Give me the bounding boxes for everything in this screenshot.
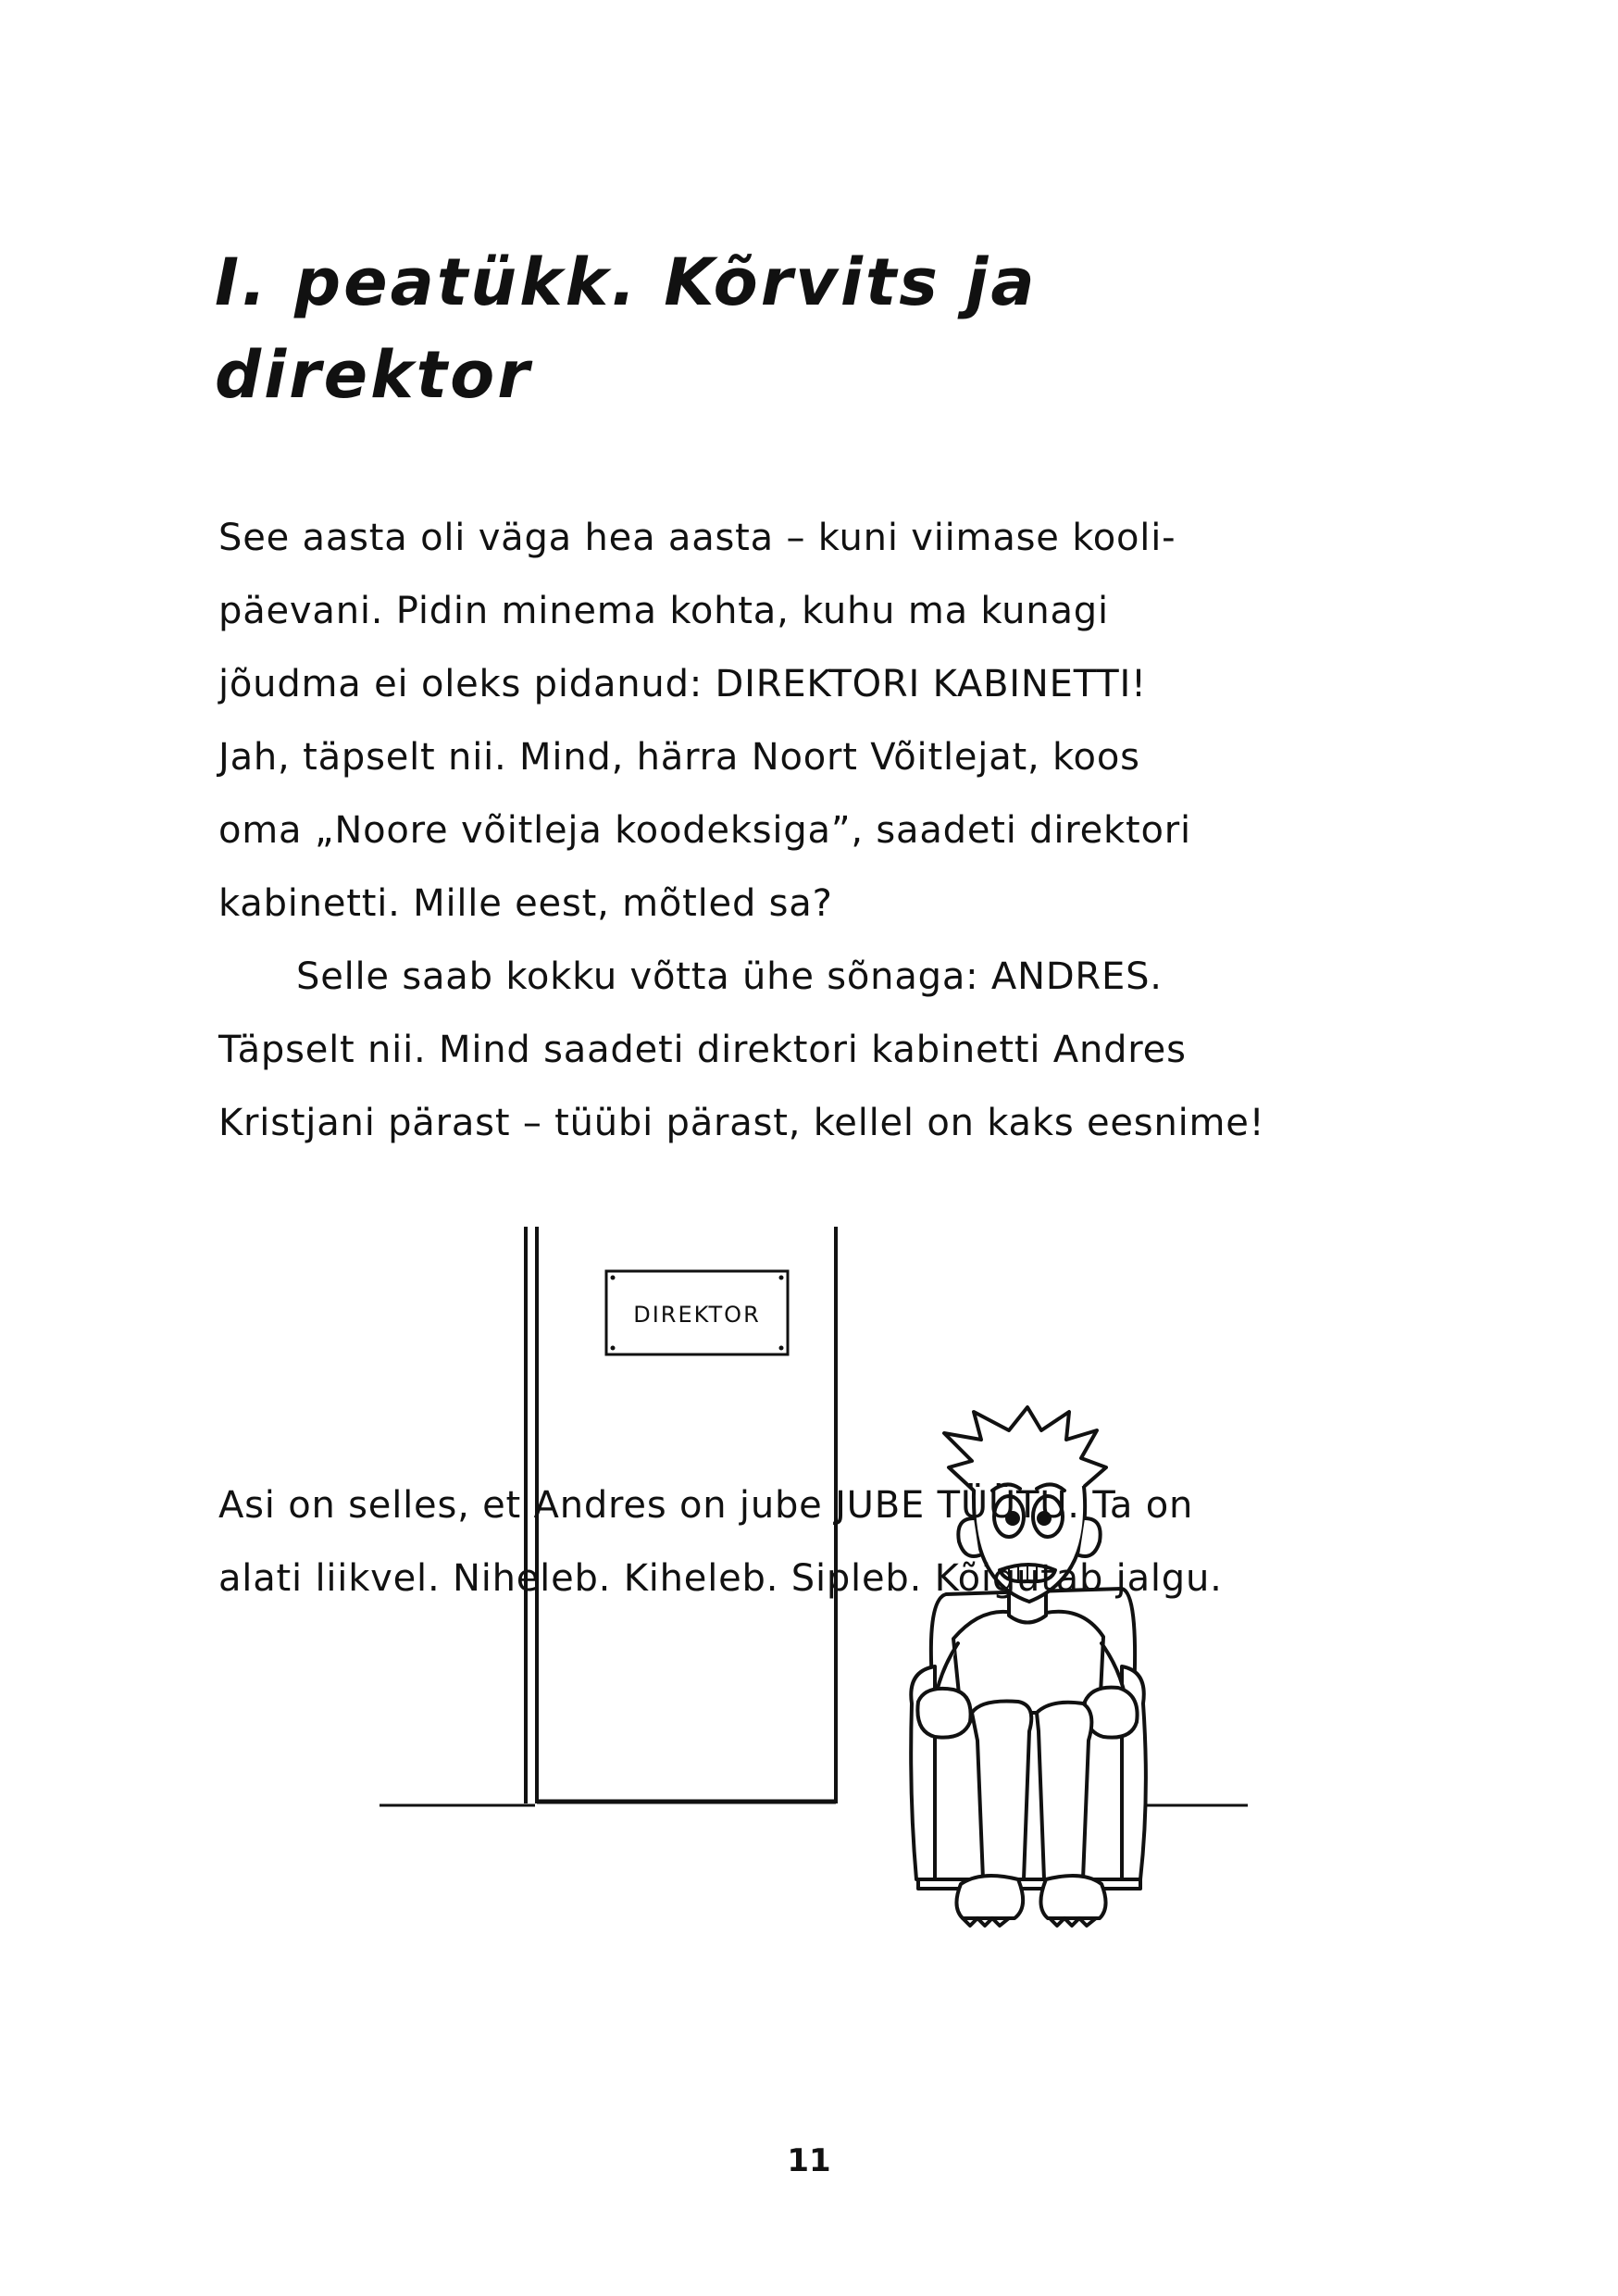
paragraph-1-line: jõudma ei oleks pidanud: DIREKTORI KABINETTI! [218,663,1147,705]
page-number: 11 [787,2142,831,2179]
paragraph-1-line: päevani. Pidin minema kohta, kuhu ma kunagi [218,590,1109,632]
chapter-title-line-1: I. peatükk. Kõrvits ja [215,244,1038,320]
paragraph-2-line: Selle saab kokku võtta ühe sõnaga: ANDRES. [296,955,1163,998]
paragraph-3-line: Asi on selles, et Andres on jube JUBE TÜÜTU. Ta on [218,1484,1194,1527]
paragraph-1-line: oma „Noore võitleja koodeksiga”, saadeti direktori [218,809,1191,852]
paragraph-1-line: kabinetti. Mille eest, mõtled sa? [218,882,833,925]
paragraph-2-line: Täpselt nii. Mind saadeti direktori kabinetti Andres [218,1029,1187,1071]
body-text-block-2 [218,1469,1440,1616]
chapter-title-line-2: direktor [215,337,532,413]
paragraph-3-line: alati liikvel. Niheleb. Kiheleb. Sipleb. Kõigutab jalgu. [218,1557,1223,1600]
paragraph-1-line: Jah, täpselt nii. Mind, härra Noort Võitlejat, koos [218,736,1140,779]
paragraph-2-line: Kristjani pärast – tüübi pärast, kellel on kaks eesnime! [218,1102,1265,1144]
paragraph-1-line: See aasta oli väga hea aasta – kuni viimase kooli- [218,517,1176,559]
door-sign-text: DIREKTOR [633,1302,761,1328]
door-sign [606,1271,788,1354]
